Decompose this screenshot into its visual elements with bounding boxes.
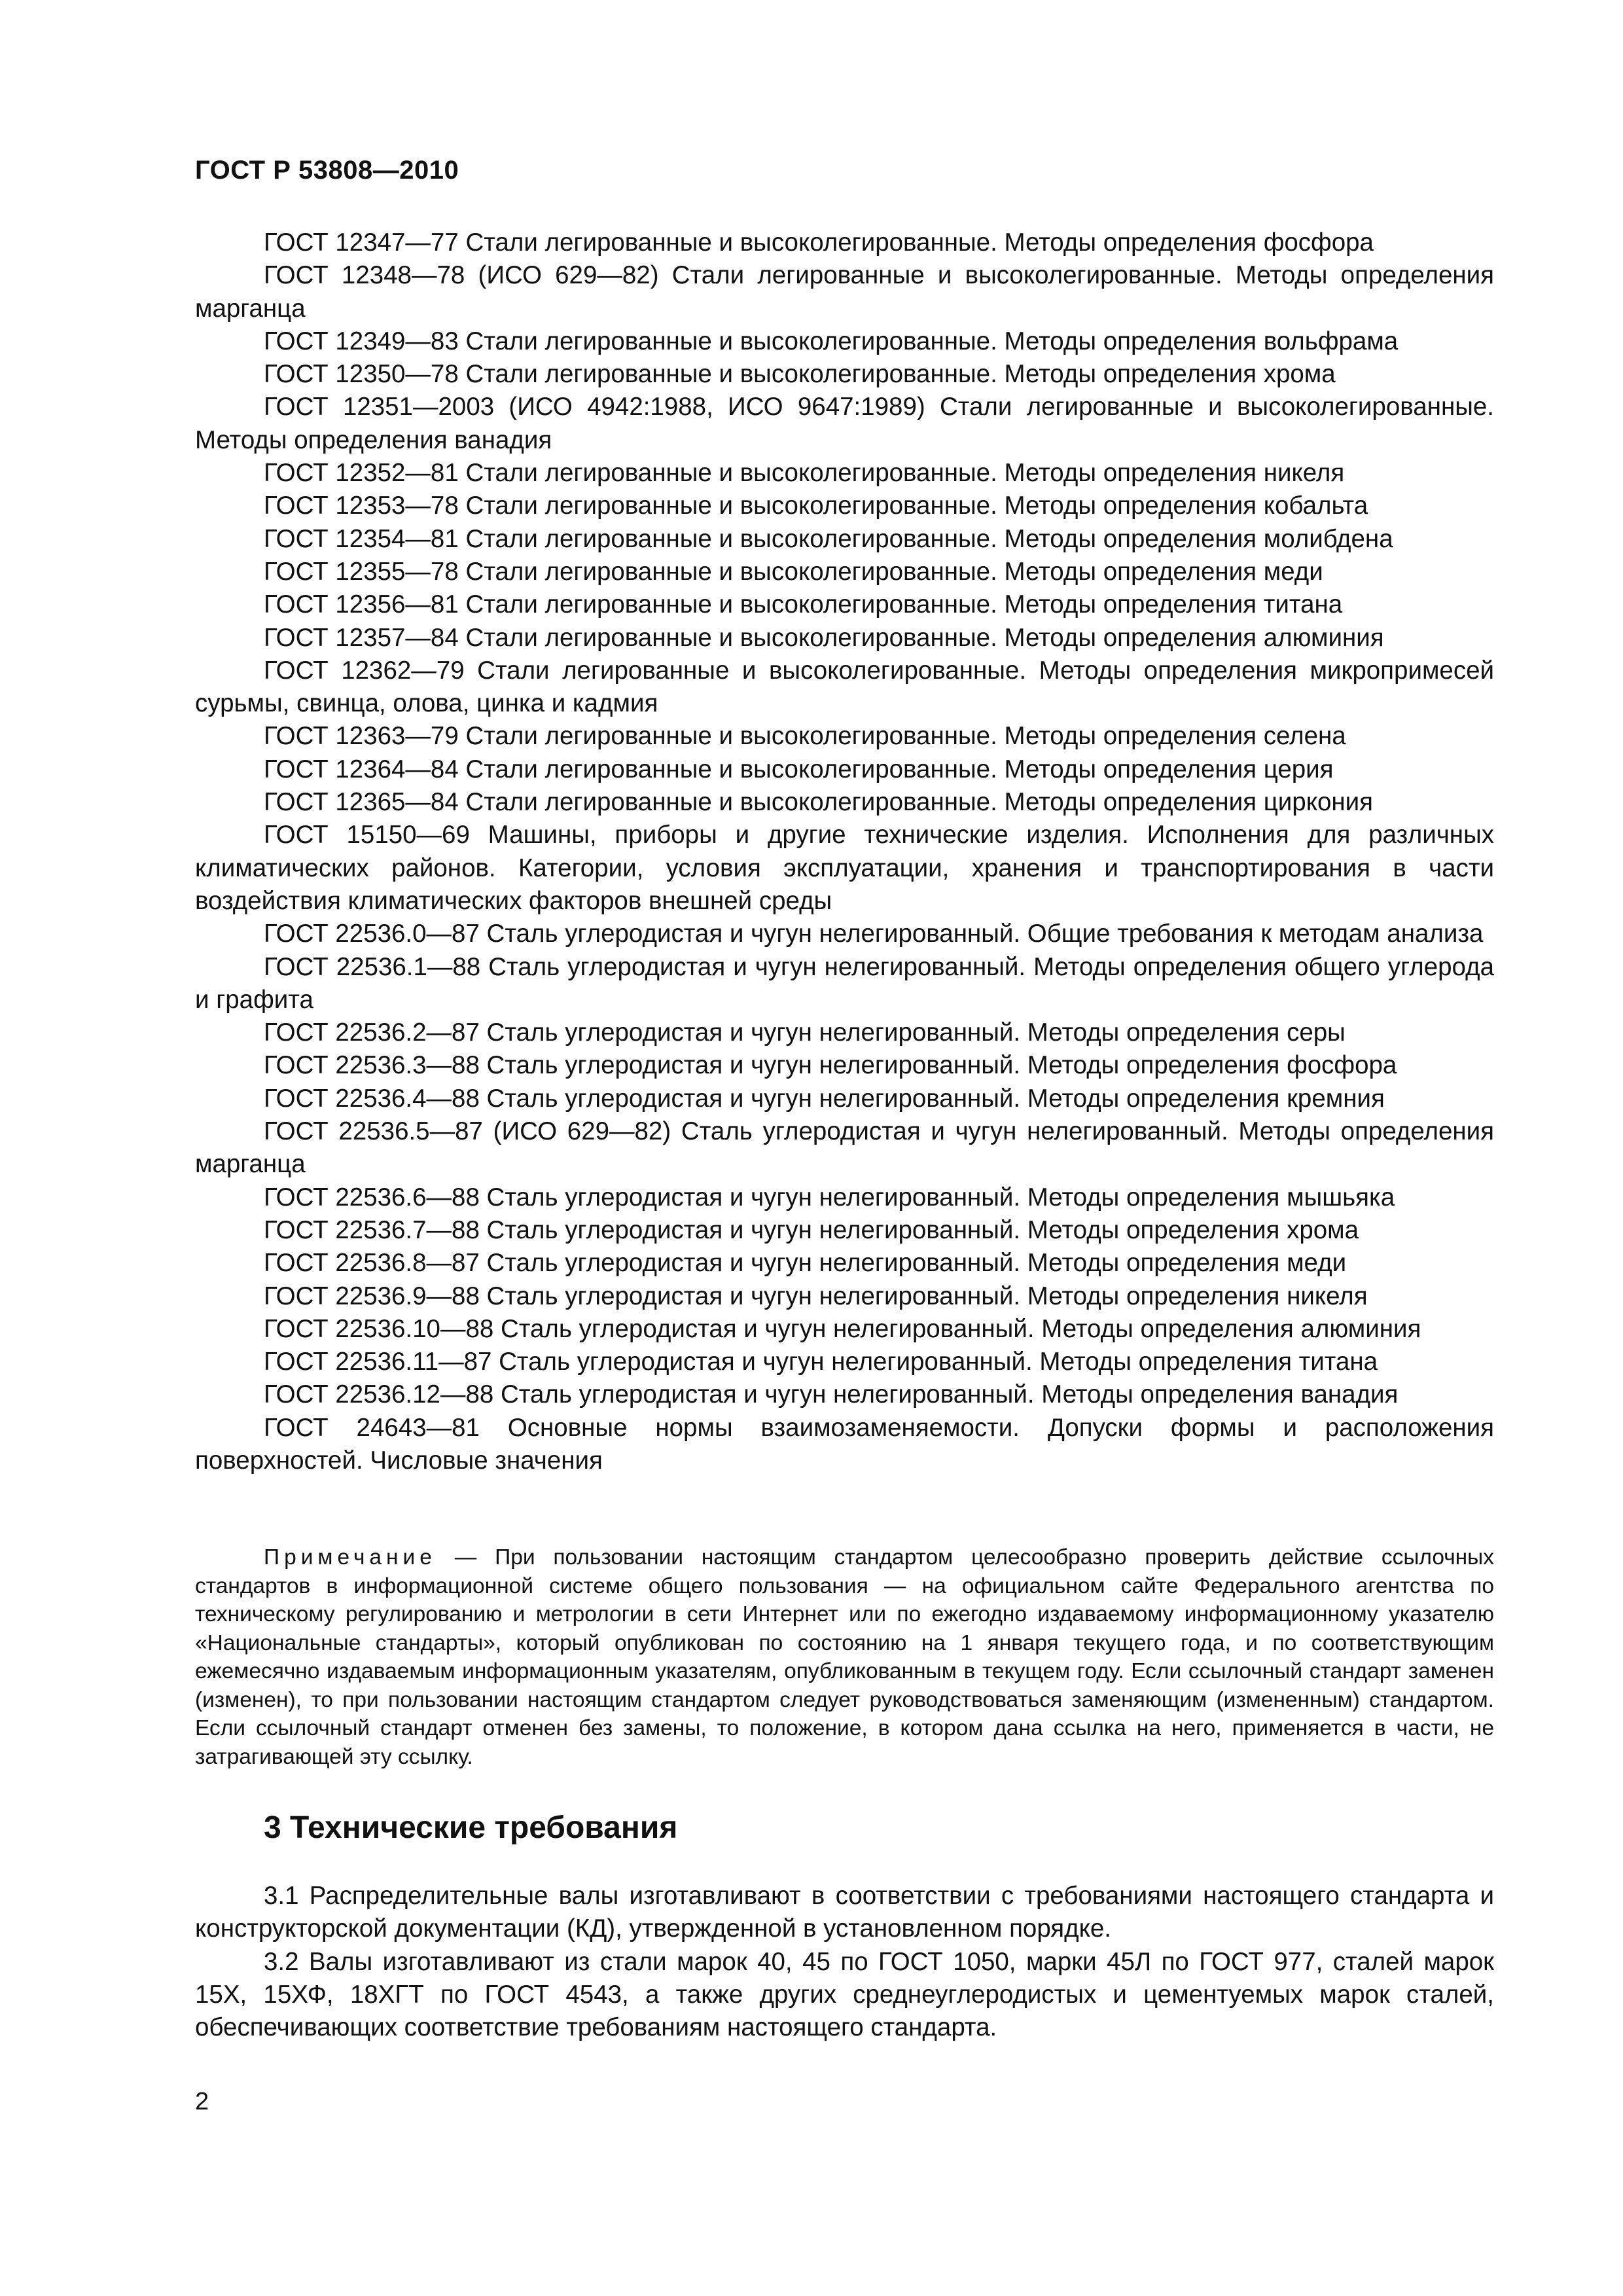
section-paragraph: 3.2 Валы изготавливают из стали марок 40, 45 по ГОСТ 1050, марки 45Л по ГОСТ 977, сталей марок 15Х, 15ХФ, 18ХГТ по ГОСТ 4543, а также других среднеуглеродистых и цементуемых марок сталей, обеспечивающих соответствие требованиям настоящего стандарта.	[195, 1947, 1494, 2042]
reference-item: ГОСТ 12353—78 Стали легированные и высоколегированные. Методы определения кобальта	[264, 492, 1368, 520]
reference-item: ГОСТ 12351—2003 (ИСО 4942:1988, ИСО 9647:1989) Стали легированные и высоколегированные. Методы определения ванадия	[195, 393, 1494, 454]
section-heading: 3 Технические требования	[264, 1810, 678, 1845]
note-text: — При пользовании настоящим стандартом целесообразно проверить действие ссылочных стандартов в информационной системе общего пользования — на официальном сайте Федерального агентства по техническому регулированию и метрологии в сети Интернет или по ежегодно издаваемому информационному указателю «Национальные стандарты», который опубликован по состоянию на 1 января текущего года, и по соответствующим ежемесячно издаваемым информационным указателям, опубликованным в текущем году. Если ссылочный стандарт заменен (изменен), то при пользовании настоящим стандартом следует руководствоваться заменяющим (измененным) стандартом. Если ссылочный стандарт отменен без замены, то положение, в котором дана ссылка на него, применяется в части, не затрагивающей эту ссылку.	[195, 1545, 1494, 1769]
reference-item: ГОСТ 22536.9—88 Сталь углеродистая и чугун нелегированный. Методы определения никеля	[264, 1282, 1368, 1310]
section-paragraph: 3.1 Распределительные валы изготавливают в соответствии с требованиями настоящего стандарта и конструкторской документации (КД), утвержденной в установленном порядке.	[195, 1882, 1494, 1943]
reference-item: ГОСТ 22536.6—88 Сталь углеродистая и чугун нелегированный. Методы определения мышьяка	[264, 1183, 1395, 1211]
reference-item: ГОСТ 12364—84 Стали легированные и высоколегированные. Методы определения церия	[264, 755, 1334, 783]
reference-item: ГОСТ 22536.10—88 Сталь углеродистая и чугун нелегированный. Методы определения алюминия	[264, 1314, 1421, 1343]
reference-item: ГОСТ 15150—69 Машины, приборы и другие технические изделия. Исполнения для различных климатических районов. Категории, условия эксплуатации, хранения и транспортирования в части воздействия климатических факторов внешней среды	[195, 821, 1494, 915]
reference-item: ГОСТ 22536.0—87 Сталь углеродистая и чугун нелегированный. Общие требования к методам анализа	[264, 920, 1484, 948]
reference-item: ГОСТ 12363—79 Стали легированные и высоколегированные. Методы определения селена	[264, 722, 1346, 751]
normative-references-list	[195, 226, 1494, 1477]
reference-item: ГОСТ 12365—84 Стали легированные и высоколегированные. Методы определения циркония	[264, 788, 1373, 817]
page-number: 2	[195, 2088, 209, 2115]
reference-item: ГОСТ 22536.11—87 Сталь углеродистая и чугун нелегированный. Методы определения титана	[264, 1348, 1378, 1376]
reference-item: ГОСТ 12356—81 Стали легированные и высоколегированные. Методы определения титана	[264, 590, 1343, 619]
reference-item: ГОСТ 12354—81 Стали легированные и высоколегированные. Методы определения молибдена	[264, 524, 1393, 553]
reference-item: ГОСТ 22536.8—87 Сталь углеродистая и чугун нелегированный. Методы определения меди	[264, 1249, 1347, 1278]
reference-item: ГОСТ 12357—84 Стали легированные и высоколегированные. Методы определения алюминия	[264, 623, 1384, 652]
reference-item: ГОСТ 22536.5—87 (ИСО 629—82) Сталь углеродистая и чугун нелегированный. Методы определения марганца	[195, 1117, 1494, 1179]
reference-item: ГОСТ 12352—81 Стали легированные и высоколегированные. Методы определения никеля	[264, 459, 1345, 488]
reference-item: ГОСТ 12349—83 Стали легированные и высоколегированные. Методы определения вольфрама	[264, 327, 1399, 355]
reference-item: ГОСТ 22536.3—88 Сталь углеродистая и чугун нелегированный. Методы определения фосфора	[264, 1051, 1397, 1080]
reference-item: ГОСТ 12362—79 Стали легированные и высоколегированные. Методы определения микропримесей сурьмы, свинца, олова, цинка и кадмия	[195, 656, 1494, 718]
reference-item: ГОСТ 12348—78 (ИСО 629—82) Стали легированные и высоколегированные. Методы определения марганца	[195, 261, 1494, 323]
reference-item: ГОСТ 22536.4—88 Сталь углеродистая и чугун нелегированный. Методы определения кремния	[264, 1084, 1385, 1113]
reference-item: ГОСТ 22536.2—87 Сталь углеродистая и чугун нелегированный. Методы определения серы	[264, 1018, 1346, 1047]
note-paragraph	[195, 1543, 1494, 1771]
reference-item: ГОСТ 22536.1—88 Сталь углеродистая и чугун нелегированный. Методы определения общего углерода и графита	[195, 952, 1494, 1014]
reference-item: ГОСТ 12355—78 Стали легированные и высоколегированные. Методы определения меди	[264, 557, 1323, 586]
reference-item: ГОСТ 12350—78 Стали легированные и высоколегированные. Методы определения хрома	[264, 360, 1336, 389]
section-body	[195, 1880, 1494, 2044]
reference-item: ГОСТ 22536.12—88 Сталь углеродистая и чугун нелегированный. Методы определения ванадия	[264, 1380, 1399, 1409]
note-label: Примечание	[264, 1545, 437, 1570]
reference-item: ГОСТ 12347—77 Стали легированные и высоколегированные. Методы определения фосфора	[264, 228, 1374, 257]
reference-item: ГОСТ 24643—81 Основные нормы взаимозаменяемости. Допуски формы и расположения поверхностей. Числовые значения	[195, 1413, 1494, 1475]
document-code-header: ГОСТ Р 53808—2010	[195, 156, 459, 185]
reference-item: ГОСТ 22536.7—88 Сталь углеродистая и чугун нелегированный. Методы определения хрома	[264, 1215, 1359, 1244]
